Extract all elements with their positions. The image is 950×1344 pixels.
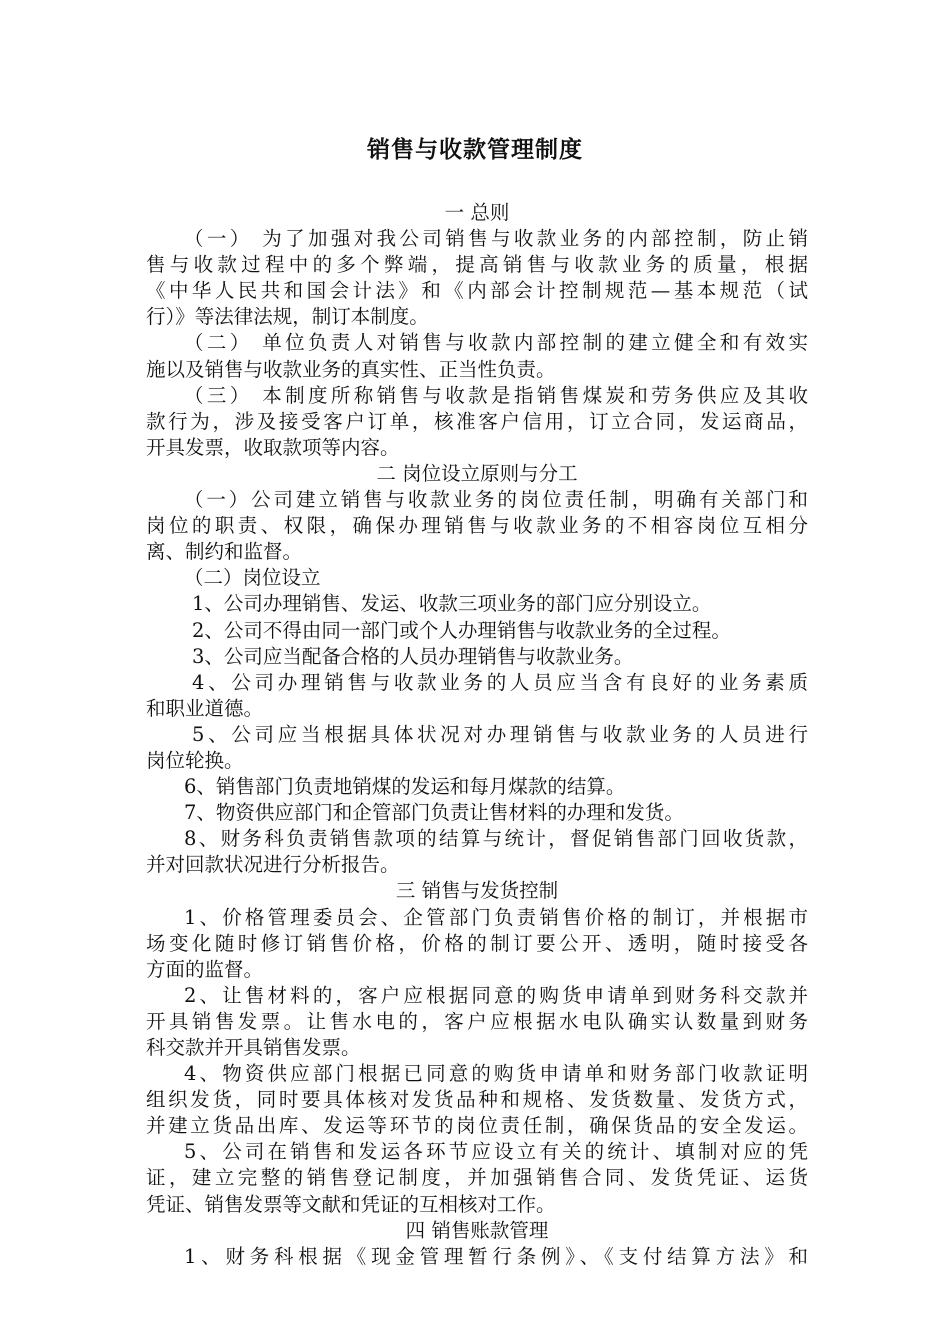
paragraph-line: （一）公司建立销售与收款业务的岗位责任制，明确有关部门和	[184, 488, 808, 512]
paragraph-line: 并建立货品出库、发运等环节的岗位责任制，确保货品的安全发运。	[146, 1114, 808, 1138]
section-heading-3: 三 销售与发货控制	[395, 879, 559, 903]
paragraph-line: 组织发货，同时要具体核对发货品种和规格、发货数量、发货方式，	[146, 1088, 808, 1112]
paragraph-line: 行）》等法律法规，制订本制度。	[146, 305, 429, 329]
paragraph-line: 款行为，涉及接受客户订单，核准客户信用，订立合同，发运商品，	[146, 409, 808, 433]
section-heading-1: 一 总则	[444, 201, 510, 224]
list-item: 7、物资供应部门和企管部门负责让售材料的办理和发货。	[184, 801, 684, 825]
paragraph-line: 开具销售发票。让售水电的，客户应根据水电队确实认数量到财务	[146, 1009, 808, 1033]
paragraph-line: 和职业道德。	[146, 696, 264, 720]
list-item: 5、公司在销售和发运各环节应设立有关的统计、填制对应的凭	[184, 1140, 808, 1164]
paragraph-line: 证，建立完整的销售登记制度，并加强销售合同、发货凭证、运货	[146, 1166, 808, 1190]
paragraph-line: 离、制约和监督。	[146, 540, 303, 564]
paragraph-line: 岗位的职责、权限，确保办理销售与收款业务的不相容岗位互相分	[146, 514, 808, 538]
paragraph-line: 科交款并开具销售发票。	[146, 1036, 361, 1059]
paragraph-line: 凭证、销售发票等文献和凭证的互相核对工作。	[146, 1192, 556, 1216]
list-item: 1、财务科根据《现金管理暂行条例》、《支付结算方法》和	[184, 1244, 808, 1268]
paragraph-line: 场变化随时修订销售价格，价格的制订要公开、透明，随时接受各	[146, 931, 808, 955]
paragraph-line: （二） 单位负责人对销售与收款内部控制的建立健全和有效实	[184, 331, 808, 355]
list-item: 1、价格管理委员会、企管部门负责销售价格的制订，并根据市	[184, 905, 808, 929]
document-title: 销售与收款管理制度	[367, 137, 583, 163]
paragraph-line: （三） 本制度所称销售与收款是指销售煤炭和劳务供应及其收	[184, 383, 808, 407]
paragraph-line: 施以及销售与收款业务的真实性、正当性负责。	[146, 357, 556, 381]
list-item: 8、财务科负责销售款项的结算与统计，督促销售部门回收货款，	[184, 827, 808, 851]
list-item: 4、物资供应部门根据已同意的购货申请单和财务部门收款证明	[184, 1062, 808, 1086]
paragraph-line: 并对回款状况进行分析报告。	[146, 853, 400, 877]
paragraph-line: （二）岗位设立	[184, 566, 321, 590]
paragraph-line: 岗位轮换。	[146, 748, 244, 772]
paragraph-line: 《中华人民共和国会计法》和《内部会计控制规范—基本规范（试	[146, 279, 808, 303]
list-item: 1、公司办理销售、发运、收款三项业务的部门应分别设立。	[192, 592, 712, 616]
section-heading-2: 二 岗位设立原则与分工	[376, 461, 578, 485]
list-item: 6、销售部门负责地销煤的发运和每月煤款的结算。	[184, 775, 626, 799]
paragraph-line: 方面的监督。	[146, 957, 264, 981]
list-item: 4、公司办理销售与收款业务的人员应当含有良好的业务素质	[192, 670, 808, 694]
paragraph-line: 售与收款过程中的多个弊端，提高销售与收款业务的质量，根据	[146, 253, 808, 277]
section-heading-4: 四 销售账款管理	[405, 1218, 549, 1242]
list-item: 3、公司应当配备合格的人员办理销售与收款业务。	[192, 644, 634, 668]
list-item: 5、公司应当根据具体状况对办理销售与收款业务的人员进行	[192, 722, 808, 746]
document-body	[146, 200, 808, 1270]
list-item: 2、公司不得由同一部门或个人办理销售与收款业务的全过程。	[192, 618, 731, 642]
paragraph-line: 开具发票，收取款项等内容。	[146, 435, 400, 459]
paragraph-line: （一） 为了加强对我公司销售与收款业务的内部控制，防止销	[184, 227, 808, 251]
list-item: 2、让售材料的，客户应根据同意的购货申请单到财务科交款并	[184, 983, 808, 1007]
